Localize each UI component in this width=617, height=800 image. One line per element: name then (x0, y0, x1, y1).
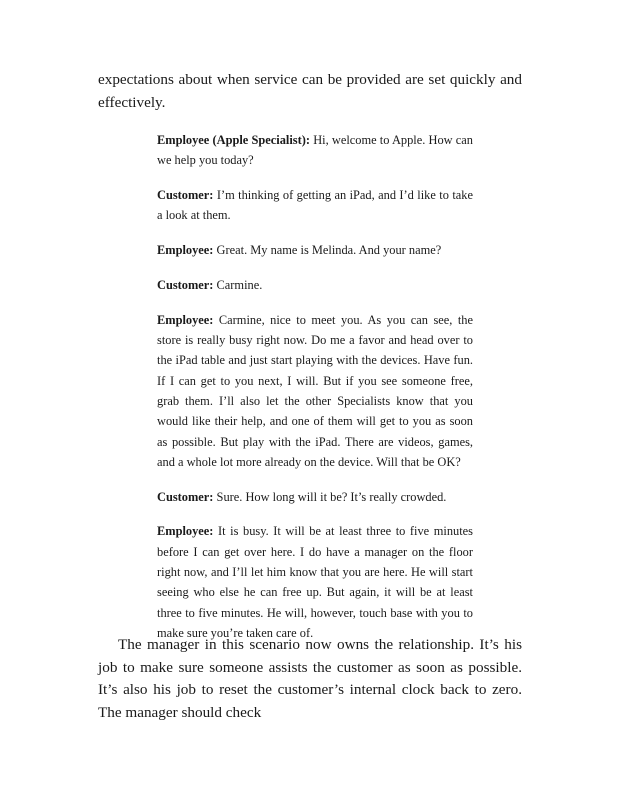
dialogue-line (157, 487, 473, 507)
speaker-label: Customer: (157, 188, 214, 203)
speaker-label: Employee: (157, 524, 214, 539)
dialogue-line (157, 185, 473, 226)
dialogue-line (157, 240, 473, 260)
dialogue-line (157, 310, 473, 472)
speaker-label: Customer: (157, 277, 214, 292)
dialogue-text: Great. My name is Melinda. And your name? (216, 243, 442, 258)
dialogue-line (157, 275, 473, 295)
dialogue-excerpt (157, 130, 473, 658)
dialogue-text: Hi, welcome to Apple. How can we help you today? (157, 133, 473, 168)
dialogue-line (157, 521, 473, 643)
body-paragraph: The manager in this scenario now owns the relationship. It’s his job to make sure someone assists the customer as soon as possible. It’s also his job to reset the customer’s internal clock back to zero. The manager should check (98, 636, 522, 721)
dialogue-text: Carmine, nice to meet you. As you can see, the store is really busy right now. Do me a favor and head over to the iPad table and just start playing with the devices. Have fun. If I can get to you next, I will. But if you see someone free, grab them. I’ll also let the other Specialists know that you would like their help, and one of them will get to you as soon as possible. But play with the iPad. There are videos, games, and a whole lot more already on the device. Will that be OK? (157, 312, 473, 469)
intro-paragraph: expectations about when service can be provided are set quickly and effectively. (98, 71, 522, 111)
dialogue-text: Sure. How long will it be? It’s really crowded. (216, 489, 447, 504)
speaker-label: Employee (Apple Specialist): (157, 133, 310, 147)
speaker-label: Customer: (157, 489, 214, 504)
speaker-label: Employee: (157, 312, 214, 327)
dialogue-text: It is busy. It will be at least three to five minutes before I can get over here. I do have a manager on the floor right now, and I’ll let him know that you are here. He will start seeing who else he can free up. But again, it will be at least three to five minutes. He will, however, touch base with you to make sure you’re taken care of. (157, 524, 473, 640)
dialogue-text: I’m thinking of getting an iPad, and I’d like to take a look at them. (157, 188, 473, 223)
speaker-label: Employee: (157, 243, 214, 258)
dialogue-line (157, 130, 473, 171)
dialogue-text: Carmine. (216, 277, 263, 292)
